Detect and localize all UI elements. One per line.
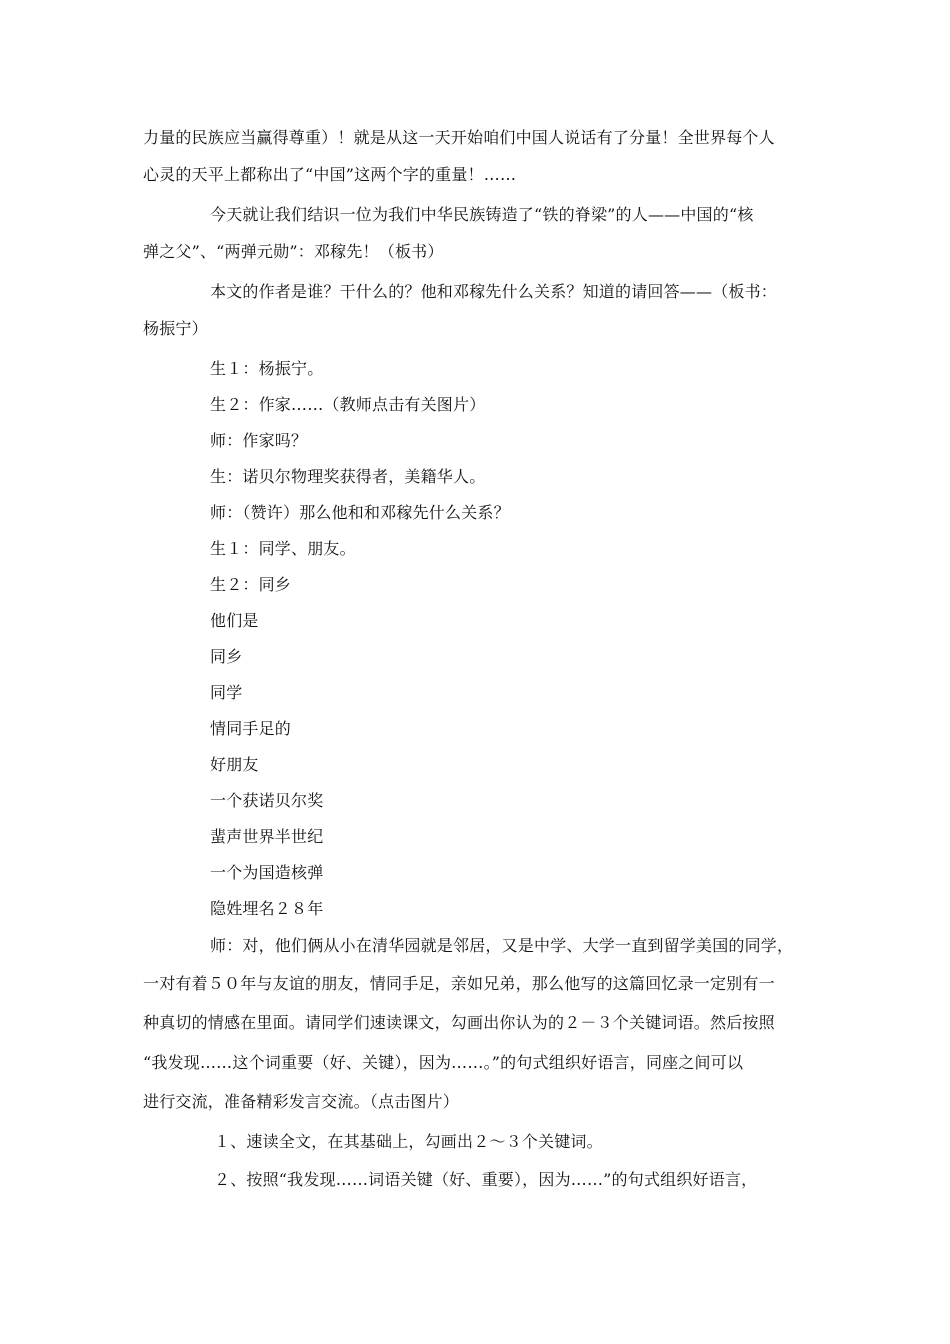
board-note: 隐姓埋名２８年 xyxy=(210,899,324,918)
text-line: 弹之父”、“两弹元勋”：邓稼先！（板书） xyxy=(143,242,444,261)
text-line: 一对有着５０年与友谊的朋友，情同手足，亲如兄弟，那么他写的这篇回忆录一定别有一 xyxy=(143,974,775,993)
dialogue-line: 生１：杨振宁。 xyxy=(210,359,324,378)
board-note: 好朋友 xyxy=(210,755,259,774)
text-line: 师：对，他们俩从小在清华园就是邻居，又是中学、大学一直到留学美国的同学， xyxy=(210,936,794,955)
board-note: 一个为国造核弹 xyxy=(210,863,324,882)
text-line: 今天就让我们结识一位为我们中华民族铸造了“铁的脊梁”的人——中国的“核 xyxy=(210,205,754,224)
board-note: 他们是 xyxy=(210,611,259,630)
board-note: 情同手足的 xyxy=(210,719,292,738)
step-item: １、速读全文，在其基础上，勾画出２～３个关键词。 xyxy=(214,1132,603,1151)
board-note: 同学 xyxy=(210,683,243,702)
dialogue-line: 生：诺贝尔物理奖获得者，美籍华人。 xyxy=(210,467,486,486)
text-line: 杨振宁） xyxy=(143,319,208,338)
text-line: 心灵的天平上都称出了“中国”这两个字的重量！…… xyxy=(143,165,517,184)
dialogue-line: 生１：同学、朋友。 xyxy=(210,539,356,558)
text-line: “我发现……这个词重要（好、关键），因为……。”的句式组织好语言，同座之间可以 xyxy=(143,1053,744,1072)
text-line: 种真切的情感在里面。请同学们速读课文，勾画出你认为的２－３个关键词语。然后按照 xyxy=(143,1013,775,1032)
dialogue-line: 师：作家吗？ xyxy=(210,431,308,450)
dialogue-line: 师：（赞许）那么他和和邓稼先什么关系？ xyxy=(210,503,510,522)
text-line: 力量的民族应当赢得尊重）！就是从这一天开始咱们中国人说话有了分量！全世界每个人 xyxy=(143,128,775,147)
board-note: 同乡 xyxy=(210,647,243,666)
board-note: 蜚声世界半世纪 xyxy=(210,827,324,846)
board-note: 一个获诺贝尔奖 xyxy=(210,791,324,810)
step-item: ２、按照“我发现……词语关键（好、重要），因为……”的句式组织好语言， xyxy=(214,1170,758,1189)
text-line: 本文的作者是谁？干什么的？他和邓稼先什么关系？知道的请回答——（板书： xyxy=(210,282,778,301)
text-line: 进行交流，准备精彩发言交流。（点击图片） xyxy=(143,1092,460,1111)
dialogue-line: 生２：同乡 xyxy=(210,575,292,594)
dialogue-line: 生２：作家……（教师点击有关图片） xyxy=(210,395,486,414)
